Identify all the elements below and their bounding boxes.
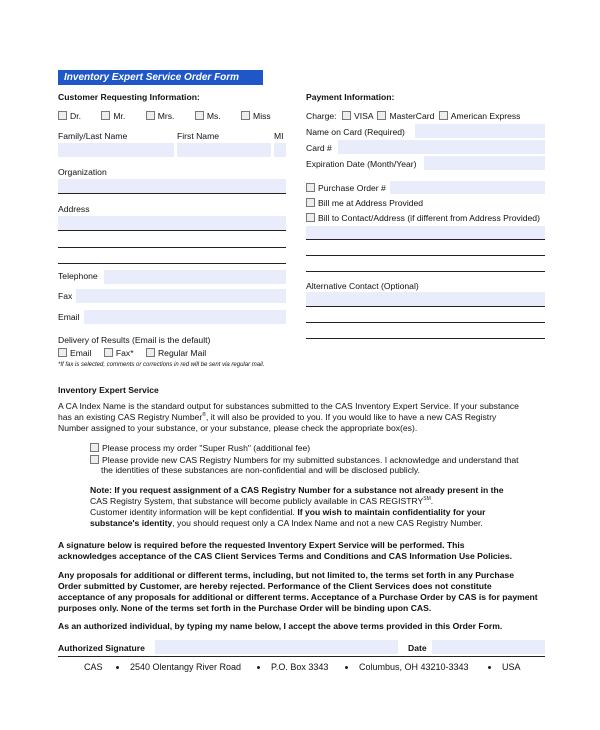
divider xyxy=(58,263,286,264)
checkbox[interactable] xyxy=(101,111,110,120)
signature-required-line1: A signature below is required before the requested Inventory Expert Service will be performed. This xyxy=(58,540,465,550)
divider xyxy=(306,322,545,323)
charge-row xyxy=(306,111,520,121)
service-heading: Inventory Expert Service xyxy=(58,385,159,395)
telephone-input[interactable] xyxy=(104,270,286,284)
purchase-order-input[interactable] xyxy=(390,181,545,194)
signature-required-line2: acknowledges acceptance of the CAS Client Services Terms and Conditions and CAS Information Use Policies. xyxy=(58,551,512,561)
service-para-line3: Number assigned to your substance, or your substance, please check the appropriate box(es). xyxy=(58,423,418,433)
checkbox[interactable] xyxy=(146,111,155,120)
service-para-line1: A CA Index Name is the standard output for substances submitted to the CAS Inventory Expert Service. If your substance xyxy=(58,401,519,411)
note-line2: CAS Registry System, that substance will become publicly available in CAS REGISTRY℠. xyxy=(90,496,434,506)
customer-heading: Customer Requesting Information: xyxy=(58,92,200,102)
charge-label: Charge: xyxy=(306,111,337,121)
first-name-input[interactable] xyxy=(177,143,271,157)
fax-label: Fax xyxy=(58,291,73,301)
email-label: Email xyxy=(58,312,80,322)
family-name-input[interactable] xyxy=(58,143,174,157)
service-para-line2: has an existing CAS Registry Number®, it will also be provided to you. If you would like to have a new CAS Registry xyxy=(58,412,497,422)
first-name-label: First Name xyxy=(177,131,220,141)
divider xyxy=(58,656,545,657)
expiration-label: Expiration Date (Month/Year) xyxy=(306,159,417,169)
address-input[interactable] xyxy=(58,216,286,230)
note-line4: substance's identity, you should request only a CA Index Name and not a new CAS Registry Number. xyxy=(90,518,483,528)
card-mastercard[interactable]: MasterCard xyxy=(377,111,434,121)
payment-heading: Payment Information: xyxy=(306,92,395,102)
date-input[interactable] xyxy=(432,640,545,654)
checkbox[interactable] xyxy=(439,111,448,120)
card-number-input[interactable] xyxy=(338,140,545,154)
expiration-input[interactable] xyxy=(424,156,545,170)
checkbox[interactable] xyxy=(90,455,99,464)
footer-street: 2540 Olentangy River Road xyxy=(130,662,242,672)
purchase-order-option[interactable]: Purchase Order # xyxy=(306,183,386,193)
organization-input[interactable] xyxy=(58,179,286,193)
telephone-label: Telephone xyxy=(58,271,98,281)
email-input[interactable] xyxy=(84,310,286,324)
bullet-dot xyxy=(257,666,260,669)
delivery-options xyxy=(58,348,206,358)
divider xyxy=(58,193,286,194)
checkbox[interactable] xyxy=(104,348,113,357)
checkbox[interactable] xyxy=(377,111,386,120)
footer-org: CAS xyxy=(84,662,103,672)
note-line3: Customer identity information will be kept confidential. If you wish to maintain confidentiality for your xyxy=(90,507,486,517)
divider xyxy=(306,338,545,339)
card-number-label: Card # xyxy=(306,143,332,153)
checkbox[interactable] xyxy=(146,348,155,357)
salutation-mrs[interactable]: Mrs. xyxy=(146,111,175,121)
alt-contact-label: Alternative Contact (Optional) xyxy=(306,281,419,291)
checkbox[interactable] xyxy=(342,111,351,120)
divider xyxy=(306,239,545,240)
checkbox[interactable] xyxy=(58,348,67,357)
authorized-statement: As an authorized individual, by typing my name below, I accept the above terms provided in this Order Form. xyxy=(58,621,503,631)
new-cas-number-option-cont: the identities of these substances are non-confidential and will be disclosed publicly. xyxy=(101,465,420,475)
divider xyxy=(306,271,545,272)
footer-pobox: P.O. Box 3343 xyxy=(271,662,329,672)
form-title: Inventory Expert Service Order Form xyxy=(58,70,263,85)
new-cas-number-option[interactable]: Please provide new CAS Registry Numbers for my submitted substances. I acknowledge and understand that xyxy=(90,455,519,465)
address-label: Address xyxy=(58,204,90,214)
footer-country: USA xyxy=(502,662,521,672)
delivery-label: Delivery of Results (Email is the default) xyxy=(58,335,211,345)
footer-city: Columbus, OH 43210-3343 xyxy=(359,662,469,672)
delivery-email[interactable]: Email xyxy=(58,348,92,358)
organization-label: Organization xyxy=(58,167,107,177)
delivery-fax[interactable]: Fax* xyxy=(104,348,134,358)
family-name-label: Family/Last Name xyxy=(58,131,128,141)
divider xyxy=(58,247,286,248)
checkbox[interactable] xyxy=(58,111,67,120)
card-amex[interactable]: American Express xyxy=(439,111,521,121)
salutation-miss[interactable]: Miss xyxy=(241,111,271,121)
mi-label: MI xyxy=(274,131,284,141)
mi-input[interactable] xyxy=(274,143,286,157)
bullet-dot xyxy=(345,666,348,669)
super-rush-option[interactable]: Please process my order "Super Rush" (additional fee) xyxy=(90,443,310,453)
checkbox[interactable] xyxy=(306,183,315,192)
proposals-line1: Any proposals for additional or different terms, including, but not limited to, the terms set forth in any Purchase xyxy=(58,570,514,580)
alt-contact-input[interactable] xyxy=(306,292,545,306)
checkbox[interactable] xyxy=(241,111,250,120)
bill-contact-option[interactable]: Bill to Contact/Address (if different from Address Provided) xyxy=(306,213,540,223)
bullet-dot xyxy=(488,666,491,669)
delivery-mail[interactable]: Regular Mail xyxy=(146,348,206,358)
bullet-dot xyxy=(116,666,119,669)
salutation-row xyxy=(58,111,271,121)
name-on-card-label: Name on Card (Required) xyxy=(306,127,405,137)
delivery-note: *If fax is selected, comments or corrections in red will be sent via regular mail. xyxy=(58,362,265,368)
salutation-mr[interactable]: Mr. xyxy=(101,111,125,121)
proposals-line3: acceptance of any proposals for additional or different terms. Acceptance of a Purchase Order by CAS is for payment xyxy=(58,592,538,602)
checkbox[interactable] xyxy=(195,111,204,120)
proposals-line2: Order submitted by Customer, are hereby rejected. Performance of the Client Services does not constitute xyxy=(58,581,492,591)
card-visa[interactable]: VISA xyxy=(342,111,373,121)
note-line1: Note: If you request assignment of a CAS Registry Number for a substance not already present in the xyxy=(90,485,504,495)
checkbox[interactable] xyxy=(306,198,315,207)
divider xyxy=(58,230,286,231)
authorized-signature-input[interactable] xyxy=(155,640,398,654)
checkbox[interactable] xyxy=(90,443,99,452)
checkbox[interactable] xyxy=(306,213,315,222)
divider xyxy=(306,306,545,307)
bill-address-option[interactable]: Bill me at Address Provided xyxy=(306,198,423,208)
salutation-dr[interactable]: Dr. xyxy=(58,111,81,121)
fax-input[interactable] xyxy=(76,289,286,303)
name-on-card-input[interactable] xyxy=(415,124,545,138)
salutation-ms[interactable]: Ms. xyxy=(195,111,221,121)
authorized-signature-label: Authorized Signature xyxy=(58,643,145,653)
divider xyxy=(306,255,545,256)
bill-contact-input[interactable] xyxy=(306,226,545,239)
proposals-line4: purposes only. None of the terms set forth in the Purchase Order will be binding upon CAS. xyxy=(58,603,432,613)
date-label: Date xyxy=(408,643,427,653)
